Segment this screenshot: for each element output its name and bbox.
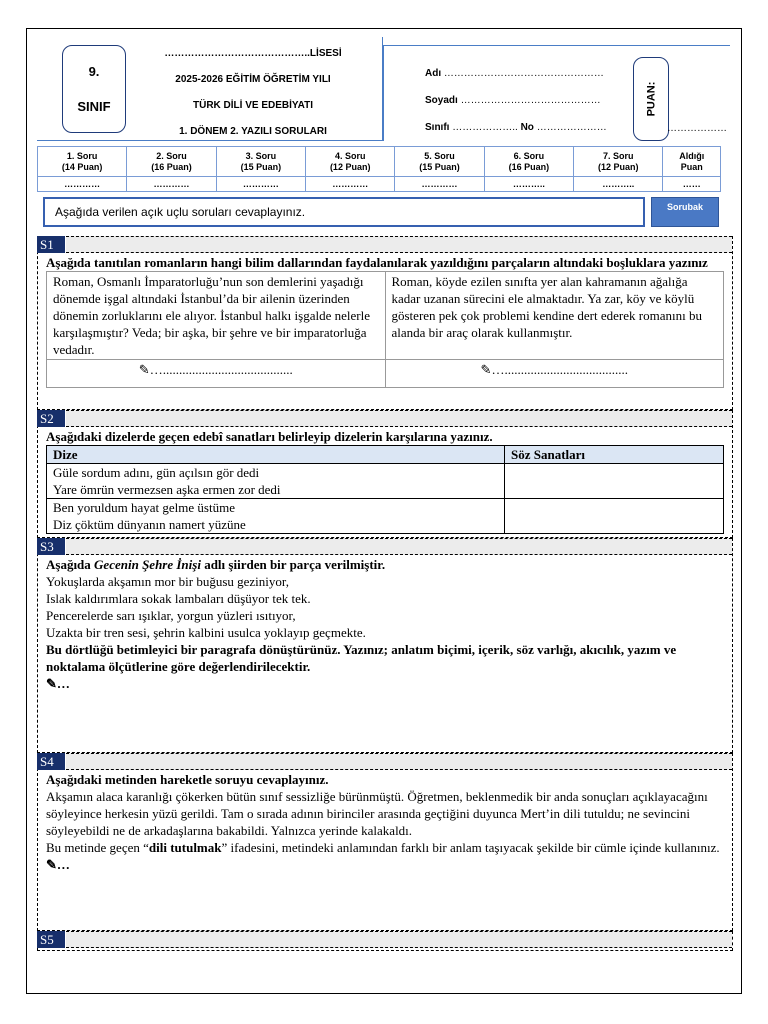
question-task: [46, 839, 724, 856]
score-header-2: 2. Soru (16 Puan): [127, 147, 216, 177]
poem-line: Islak kaldırımlara sokak lambaları düşüyor tek tek.: [46, 591, 311, 606]
question-task: Bu dörtlüğü betimleyici bir paragrafa dönüştürünüz. Yazınız; anlatım biçimi, içerik, söz varlığı, akıcılık, yazım ve noktalama ölçütlerine göre değerlendirilecektir.: [46, 642, 677, 674]
prompt-pre: Aşağıda: [46, 557, 95, 572]
poem-line: Pencerelerde sarı ışıklar, yorgun yüzleri ısıtıyor,: [46, 608, 296, 623]
score-label: PUAN:: [645, 81, 657, 117]
answer-field[interactable]: [505, 464, 724, 499]
novel-text-right: Roman, köyde ezilen sınıfta yer alan kahramanın ağalığa kadar uzanan sürecini ele almaktadır. Ya zar, köy ve köylü gösteren pek çok problemi kendine dert ederek romanını bu alanda bir araç olarak kullanmıştır.: [385, 272, 724, 360]
question-bar: [66, 236, 732, 253]
question-tag: S1: [37, 236, 65, 253]
grade-number: 9.: [88, 64, 100, 79]
table-row: [47, 499, 724, 534]
question-body: [46, 254, 724, 388]
grade-label: SINIF: [77, 99, 111, 114]
score-blank[interactable]: …………: [395, 177, 484, 192]
name-label: Adı: [425, 68, 442, 79]
question-prompt: Aşağıdaki metinden hareketle soruyu cevaplayınız.: [46, 772, 329, 787]
verse-line: Güle sordum adını, gün açılsın gör dedi: [53, 465, 260, 480]
name-row: [425, 67, 607, 94]
answer-field[interactable]: [505, 499, 724, 534]
question-2: [37, 410, 733, 538]
verse-column-header: Dize: [47, 446, 505, 464]
poem-line: Yokuşlarda akşamın mor bir buğusu geziniyor,: [46, 574, 289, 589]
score-header-1: 1. Soru (14 Puan): [38, 147, 127, 177]
class-field[interactable]: ………………..: [452, 122, 518, 133]
answer-field[interactable]: ✎…: [46, 676, 70, 691]
score-field[interactable]: ………………: [667, 123, 727, 134]
question-body: [46, 556, 724, 692]
score-blank[interactable]: ………..: [574, 177, 663, 192]
score-header-3: 3. Soru (15 Puan): [216, 147, 305, 177]
answer-field-right[interactable]: ✎…......................................: [385, 360, 724, 388]
instruction-box: Aşağıda verilen açık uçlu soruları cevaplayınız.: [43, 197, 645, 227]
score-blank[interactable]: ………..: [484, 177, 573, 192]
novel-table: [46, 271, 724, 388]
student-info: [425, 67, 607, 148]
score-header-7: 7. Soru (12 Puan): [574, 147, 663, 177]
question-tag: S3: [37, 538, 65, 555]
prompt-post: adlı şiirden bir parça verilmiştir.: [200, 557, 386, 572]
score-box: [633, 57, 669, 141]
question-3: [37, 538, 733, 753]
verse-table: [46, 445, 724, 534]
idiom-term: dili tutulmak: [148, 840, 222, 855]
poem-line: Uzakta bir tren sesi, şehrin kalbini usulca yoklayıp geçmekte.: [46, 625, 366, 640]
score-table: [37, 146, 721, 192]
name-field[interactable]: …………………………………………: [443, 68, 604, 79]
verse-line: Diz çöktüm dünyanın namert yüzüne: [53, 517, 246, 532]
question-bar: [66, 753, 732, 770]
question-prompt: Aşağıdaki dizelerde geçen edebî sanatları belirleyip dizelerin karşılarına yazınız.: [46, 429, 493, 444]
question-tag: S4: [37, 753, 65, 770]
verse-line: Ben yoruldum hayat gelme üstüme: [53, 500, 235, 515]
table-row: [47, 464, 724, 499]
passage-text: Akşamın alaca karanlığı çökerken bütün sınıf sessizliğe bürünmüştü. Öğretmen, beklenmedik bir anda sonuçları açıklayacağını söyleyince herkesin yüzü gerildi. Tam o sırada adının birinciler arasında geçtiğini duyunca Mert’in dili tutuldu; ne sevincini söyleyebildi ne de arkadaşlarına bakabildi. Yalnızca yerinde kalakaldı.: [46, 789, 708, 838]
question-bar: [66, 931, 732, 948]
question-body: [46, 428, 724, 534]
question-body: [46, 771, 724, 873]
surname-label: Soyadı: [425, 95, 458, 106]
verse-line: Yare ömrün vermezsen aşka ermen zor dedi: [53, 482, 281, 497]
no-field[interactable]: …………………: [536, 122, 607, 133]
score-blank[interactable]: …………: [216, 177, 305, 192]
answer-field[interactable]: ✎…: [46, 857, 70, 872]
academic-year: 2025-2026 EĞİTİM ÖĞRETİM YILI: [175, 74, 331, 85]
question-4: [37, 753, 733, 931]
art-column-header: Söz Sanatları: [505, 446, 724, 464]
school-info: [135, 41, 371, 145]
score-blank[interactable]: …………: [38, 177, 127, 192]
sorubak-logo[interactable]: Sorubak: [651, 197, 719, 227]
class-label: Sınıfı: [425, 122, 450, 133]
surname-row: [425, 94, 607, 121]
question-tag: S2: [37, 410, 65, 427]
answer-field-left[interactable]: ✎…........................................: [47, 360, 386, 388]
class-row: [425, 121, 607, 148]
poem-title: Gecenin Şehre İnişi: [94, 557, 201, 572]
score-header-total: Aldığı Puan: [663, 147, 721, 177]
grade-box: [62, 45, 126, 133]
school-name: ……………………………………..LİSESİ: [164, 48, 342, 59]
exam-page: [26, 28, 742, 994]
score-blank-row: [38, 177, 721, 192]
question-bar: [66, 410, 732, 427]
score-points-1: (14 Puan): [61, 161, 103, 172]
question-tag: S5: [37, 931, 65, 948]
question-1: [37, 236, 733, 410]
score-header-5: 5. Soru (15 Puan): [395, 147, 484, 177]
surname-field[interactable]: ……………………………………: [460, 95, 601, 106]
question-prompt: [46, 556, 724, 573]
score-header-row: [38, 147, 721, 177]
score-blank[interactable]: ……: [663, 177, 721, 192]
question-prompt: Aşağıda tanıtılan romanların hangi bilim dallarından faydalanılarak yazıldığını parçaların altındaki boşluklara yazınız: [46, 255, 708, 270]
novel-text-left: Roman, Osmanlı İmparatorluğu’nun son demlerini yaşadığı dönemde işgal altındaki İstanbul’da bir ailenin üzerinden dönemin zorluklarını ele alıyor. İstanbul halkı işgalde nelerle karşılaşmıştır? Veda; bir aşka, bir şehre ve bir imparatorluğa vedadır.: [47, 272, 386, 360]
score-blank[interactable]: …………: [127, 177, 216, 192]
no-label: No: [520, 122, 534, 133]
task-post: ” ifadesini, metindeki anlamından farklı bir anlam taşıyacak şekilde bir cümle içinde kullanınız.: [221, 840, 720, 855]
score-header-6: 6. Soru (16 Puan): [484, 147, 573, 177]
score-blank[interactable]: …………: [306, 177, 395, 192]
course-name: TÜRK DİLİ VE EDEBİYATI: [192, 100, 313, 111]
score-header-4: 4. Soru (12 Puan): [306, 147, 395, 177]
question-5: [37, 931, 733, 951]
question-bar: [66, 538, 732, 555]
exam-title: 1. DÖNEM 2. YAZILI SORULARI: [179, 126, 327, 137]
task-pre: Bu metinde geçen “: [46, 840, 149, 855]
